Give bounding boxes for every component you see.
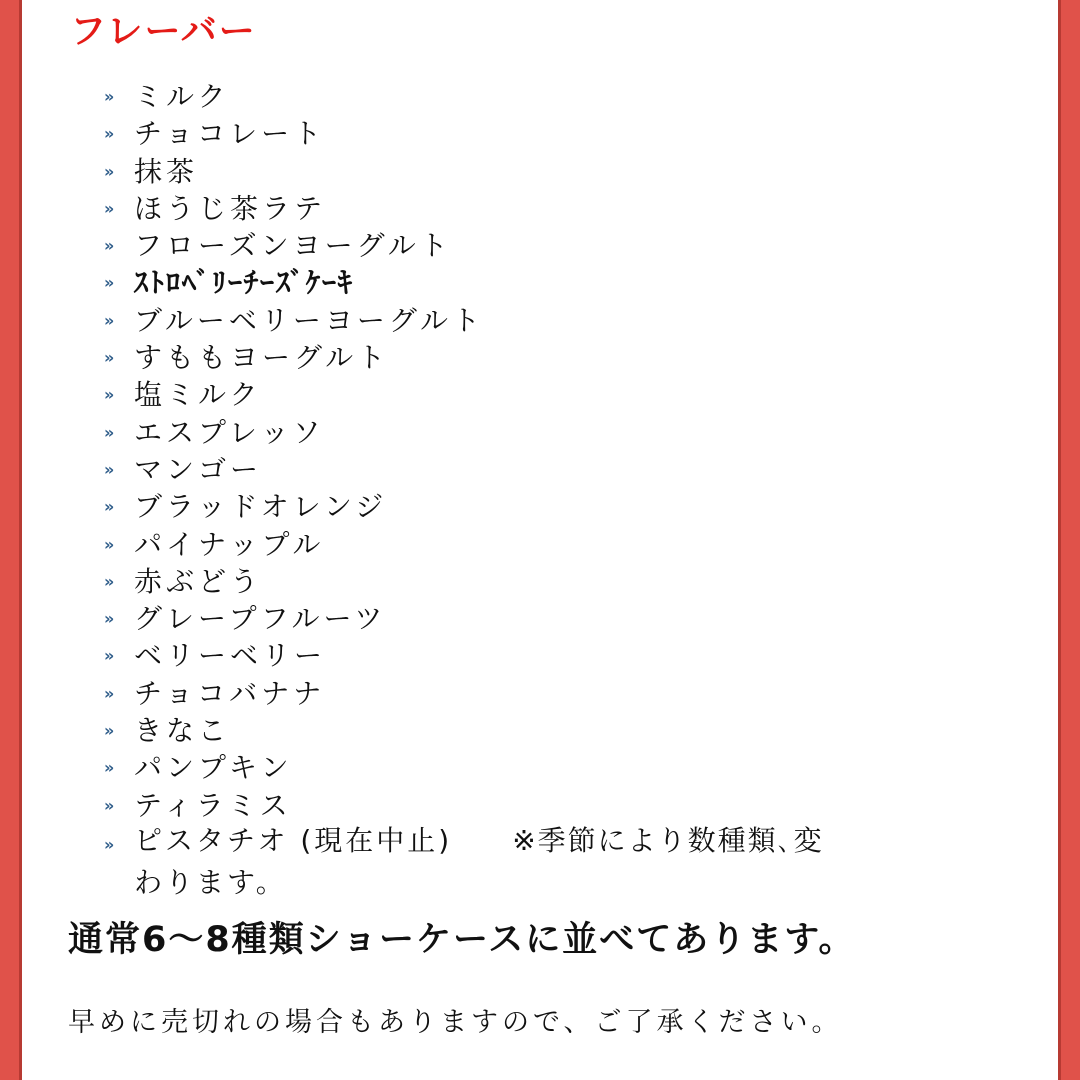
flavor-item-salt-milk: » 塩ミルク (104, 378, 262, 412)
flavor-item-pistachio (104, 822, 1054, 902)
flavor-item-red-grape: » 赤ぶどう (104, 564, 263, 598)
double-chevron-icon: » (104, 348, 112, 368)
double-chevron-icon: » (104, 459, 112, 479)
flavor-item-milk: » ミルク (104, 80, 230, 113)
flavor-item-kinako: » きなこ (104, 714, 231, 748)
double-chevron-icon: » (104, 236, 112, 256)
double-chevron-icon: » (104, 758, 112, 778)
flavor-item-espresso: » エスプレッソ (104, 415, 325, 449)
flavor-list (104, 78, 1054, 824)
content-panel (22, 0, 1058, 1080)
pistachio-label: ピスタチオ (現在中止) (134, 824, 453, 857)
double-chevron-icon: » (104, 310, 112, 330)
double-chevron-icon: » (104, 87, 112, 106)
double-chevron-icon: » (104, 124, 112, 144)
flavor-item-blood-orange: » ブラッドオレンジ (104, 490, 388, 524)
flavor-item-strawberry-cheesecake: » ｽﾄﾛﾍﾞﾘｰﾁｰｽﾞｹｰｷ (104, 266, 355, 300)
flavor-item-tiramisu: » ティラミス (104, 788, 292, 822)
flavor-item-pineapple: » パイナップル (104, 527, 325, 561)
seasonal-note: ※季節により数種類､変 (512, 824, 824, 857)
seasonal-note-continued: わります。 (134, 866, 287, 899)
double-chevron-icon: » (104, 609, 112, 629)
double-chevron-icon: » (104, 161, 112, 181)
flavor-item-choco-banana: » チョコバナナ (104, 676, 326, 710)
double-chevron-icon: » (104, 534, 112, 554)
right-red-border (1058, 0, 1080, 1080)
double-chevron-icon: » (104, 721, 112, 741)
sold-out-notice: 早めに売切れの場合もありますので、ご了承ください。 (68, 1007, 843, 1038)
flavor-item-grapefruit: » グレープフルーツ (104, 602, 387, 636)
flavor-item-blueberry-yogurt: » ブルーベリーヨーグルト (104, 303, 485, 337)
double-chevron-icon: » (104, 795, 112, 815)
flavor-item-mango: » マンゴー (104, 452, 263, 486)
double-chevron-icon: » (104, 273, 112, 293)
flavor-item-matcha: » 抹茶 (104, 154, 199, 188)
double-chevron-icon: » (104, 835, 112, 854)
flavor-item-plum-yogurt: » すももヨーグルト (104, 341, 390, 375)
double-chevron-icon: » (104, 683, 112, 703)
flavor-heading: フレーバー (70, 11, 257, 52)
flavor-item-pumpkin: » パンプキン (104, 751, 293, 785)
double-chevron-icon: » (104, 422, 112, 442)
showcase-notice-title: 通常6〜8種類ショーケースに並べてあります。 (68, 920, 856, 960)
double-chevron-icon: » (104, 198, 112, 218)
double-chevron-icon: » (104, 385, 112, 405)
left-red-border (0, 0, 22, 1080)
flavor-item-hojicha-latte: » ほうじ茶ラテ (104, 191, 327, 225)
flavor-item-chocolate: » チョコレート (104, 117, 326, 151)
double-chevron-icon: » (104, 497, 112, 517)
flavor-item-frozen-yogurt: » フローズンヨーグルト (104, 229, 452, 263)
flavor-item-berry-berry: » ベリーベリー (104, 639, 327, 673)
double-chevron-icon: » (104, 646, 112, 666)
double-chevron-icon: » (104, 571, 112, 591)
